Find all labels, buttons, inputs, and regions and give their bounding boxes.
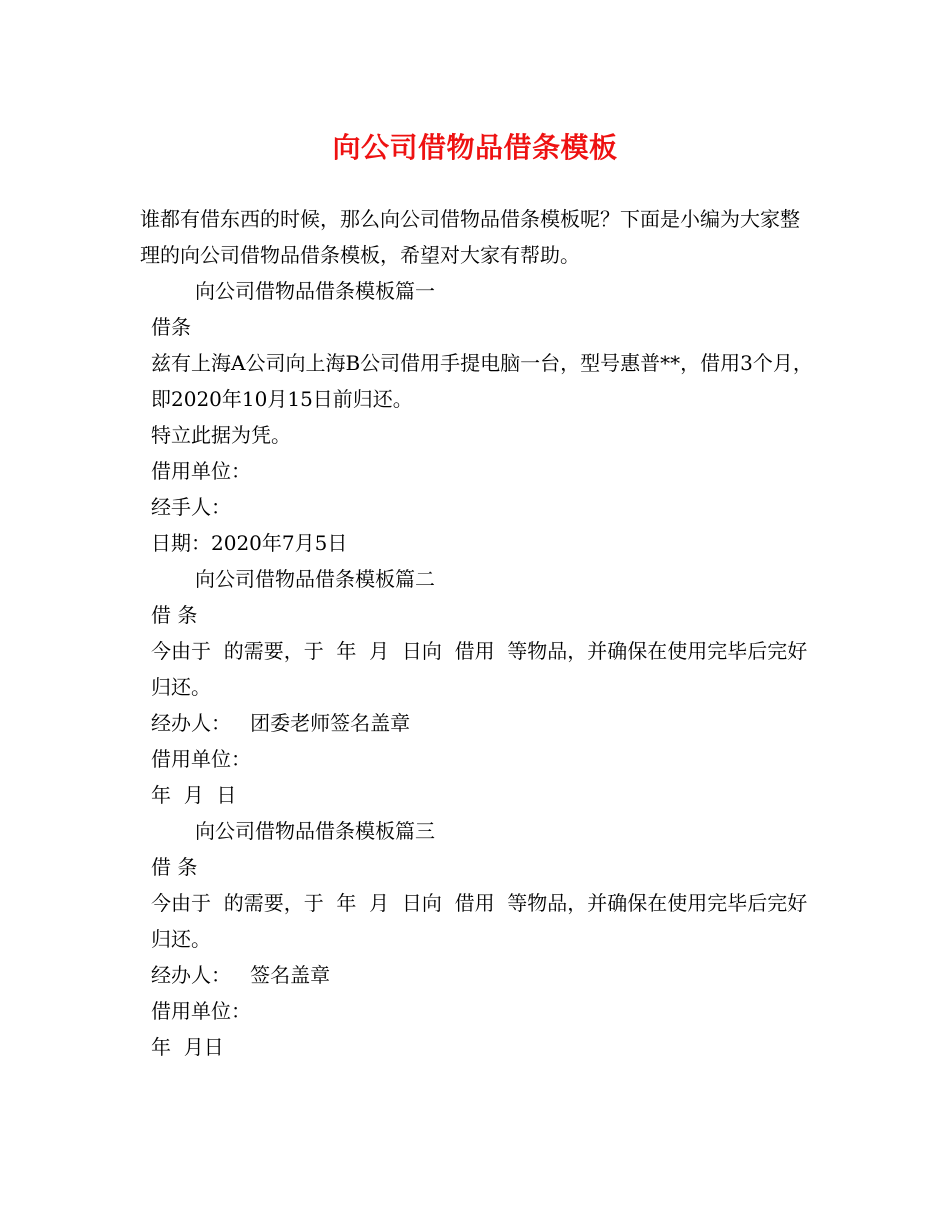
section3-label: 借 条 (151, 855, 198, 879)
section3-body: 今由于 的需要，于 年 月 日向 借用 等物品，并确保在使用完毕后完好归还。 (151, 891, 808, 951)
document-body (140, 201, 816, 1065)
section1-date: 日期：2020年7月5日 (151, 531, 348, 555)
section3-heading: 向公司借物品借条模板篇三 (195, 819, 435, 843)
section1-handler: 经手人： (151, 495, 231, 519)
section1-unit: 借用单位： (151, 459, 251, 483)
section2-unit: 借用单位： (151, 747, 251, 771)
section3-handler: 经办人： 签名盖章 (151, 963, 331, 987)
section1-statement: 特立此据为凭。 (151, 423, 291, 447)
section2-label: 借 条 (151, 603, 198, 627)
section2-heading: 向公司借物品借条模板篇二 (195, 567, 435, 591)
section2-date: 年 月 日 (151, 783, 237, 807)
section2-body: 今由于 的需要，于 年 月 日向 借用 等物品，并确保在使用完毕后完好归还。 (151, 639, 808, 699)
section1-body: 兹有上海A公司向上海B公司借用手提电脑一台，型号惠普**，借用3个月，即2020年10月15日前归还。 (151, 351, 813, 411)
section2-handler: 经办人： 团委老师签名盖章 (151, 711, 411, 735)
intro-paragraph: 谁都有借东西的时候，那么向公司借物品借条模板呢？下面是小编为大家整理的向公司借物品借条模板，希望对大家有帮助。 (140, 207, 800, 267)
section1-label: 借条 (151, 315, 191, 339)
section3-unit: 借用单位： (151, 999, 251, 1023)
document-title: 向公司借物品借条模板 (332, 131, 618, 164)
section1-heading: 向公司借物品借条模板篇一 (195, 279, 435, 303)
section3-date: 年 月日 (151, 1035, 224, 1059)
